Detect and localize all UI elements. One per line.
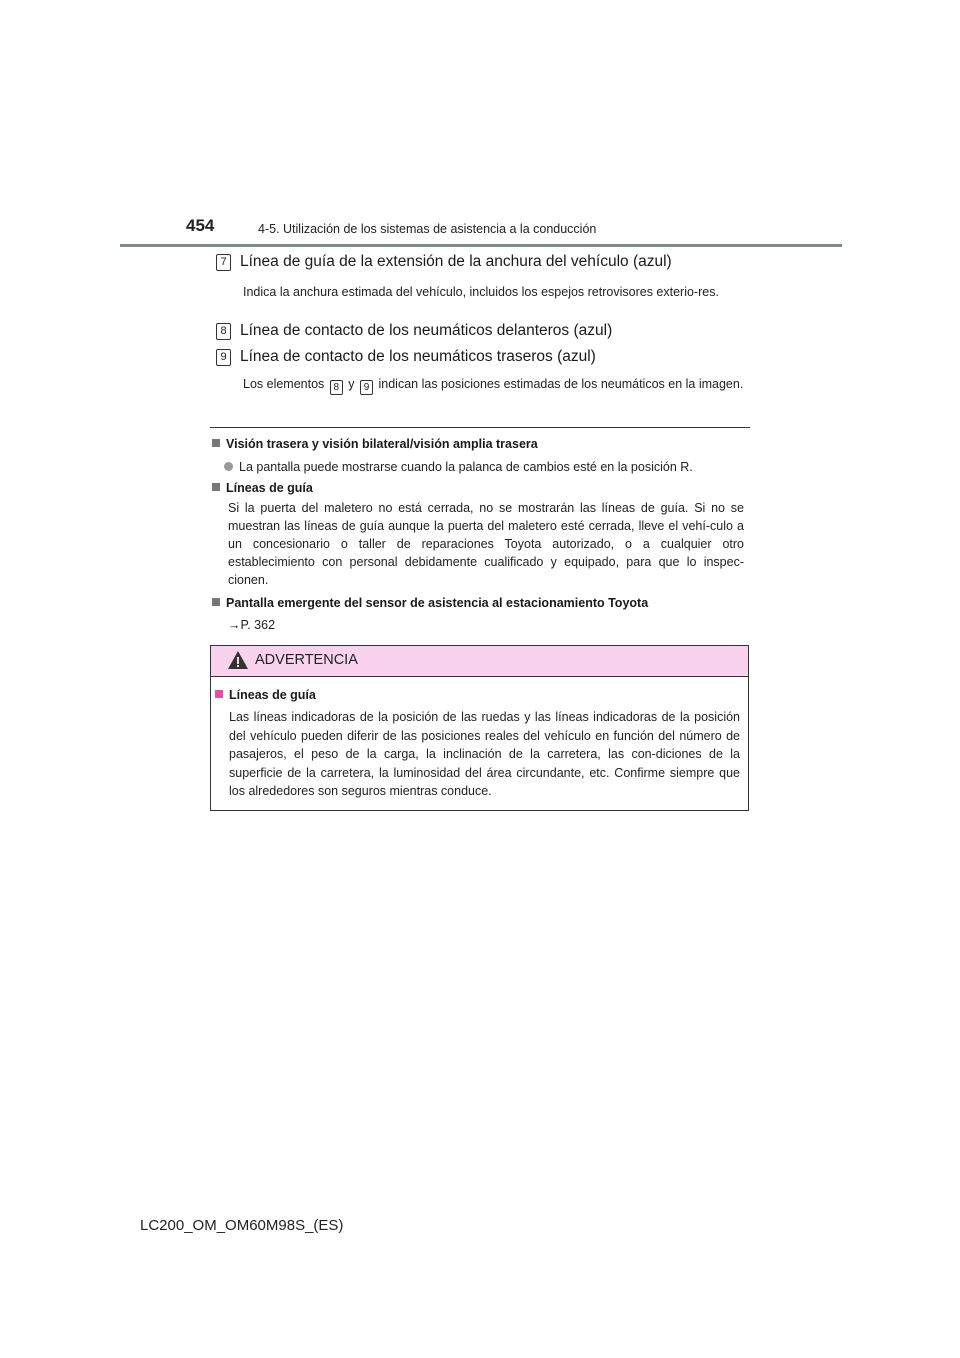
- item-description: Indica la anchura estimada del vehículo, incluidos los espejos retrovisores exterio-res.: [243, 285, 719, 299]
- warning-body: Las líneas indicadoras de la posición de las ruedas y las líneas indicadoras de la posición del vehículo pueden diferir de las posiciones reales del vehículo en función del número de pasajeros, el peso de la carga, la inclinación de la carretera, las con-diciones de la superficie de la carretera, la luminosidad del área circundante, etc. Confirme siempre que los alrededores son seguros mientras conduce.: [229, 710, 740, 798]
- item-9: [216, 348, 596, 366]
- item-title: Línea de guía de la extensión de la anchura del vehículo (azul): [240, 253, 672, 270]
- note-body: Si la puerta del maletero no está cerrada, no se mostrarán las líneas de guía. Si no se muestran las líneas de guía aunque la puerta del maletero esté cerrada, lleve el vehí-culo a un concesionario o taller de reparaciones Toyota autorizado, o a cualquier otro establecimiento con personal debidamente cualificado y equipado, para que lo inspec-cionen.: [228, 501, 744, 587]
- pink-square-bullet-icon: [215, 690, 223, 698]
- note-heading: [212, 481, 313, 495]
- warning-header: [211, 646, 748, 677]
- item-number-badge: 7: [216, 254, 231, 271]
- item-number-badge: 8: [216, 323, 231, 340]
- document-code: LC200_OM_OM60M98S_(ES): [140, 1217, 344, 1234]
- page-number: 454: [186, 216, 215, 235]
- description-text: Los elementos: [243, 377, 325, 391]
- note-heading-text: Pantalla emergente del sensor de asistencia al estacionamiento Toyota: [226, 596, 649, 610]
- page-reference: →P. 362: [228, 618, 276, 632]
- warning-title: ADVERTENCIA: [255, 652, 358, 668]
- circle-bullet-icon: [224, 462, 233, 471]
- section-title: 4-5. Utilización de los sistemas de asistencia a la conducción: [258, 222, 597, 236]
- item-8: [216, 322, 612, 340]
- note-bullet: [224, 458, 740, 476]
- square-bullet-icon: [212, 483, 220, 491]
- description-text: indican las posiciones estimadas de los neumáticos en la imagen.: [378, 377, 744, 391]
- item-number-badge: 9: [216, 349, 231, 366]
- note-heading: [212, 437, 538, 451]
- section-divider: [210, 427, 750, 428]
- square-bullet-icon: [212, 598, 220, 606]
- note-bullet-text: La pantalla puede mostrarse cuando la palanca de cambios esté en la posición R.: [239, 460, 693, 474]
- description-text: y: [348, 377, 355, 391]
- note-heading-text: Visión trasera y visión bilateral/visión amplia trasera: [226, 437, 538, 451]
- item-7: [216, 253, 672, 271]
- note-heading-text: Líneas de guía: [226, 481, 313, 495]
- item-description: [243, 374, 746, 395]
- inline-number-badge: 9: [360, 380, 373, 395]
- square-bullet-icon: [212, 439, 220, 447]
- warning-heading: [215, 688, 316, 702]
- inline-number-badge: 8: [330, 380, 343, 395]
- note-heading: [212, 596, 648, 610]
- warning-heading-text: Líneas de guía: [229, 688, 316, 702]
- item-title: Línea de contacto de los neumáticos delanteros (azul): [240, 322, 613, 339]
- warning-box: [210, 645, 749, 811]
- item-title: Línea de contacto de los neumáticos traseros (azul): [240, 348, 596, 365]
- header-rule: [120, 244, 842, 247]
- warning-triangle-icon: [227, 650, 249, 670]
